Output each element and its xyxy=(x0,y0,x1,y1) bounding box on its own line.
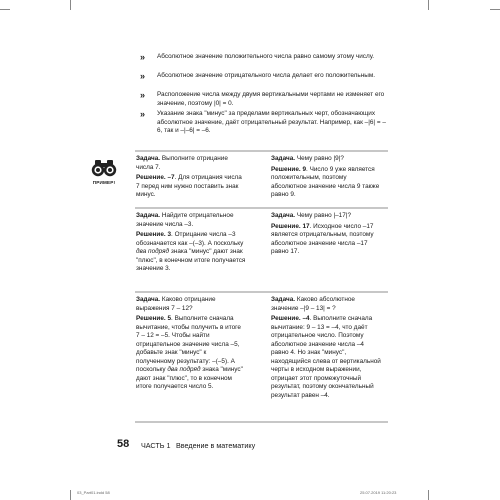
solution-answer: 3 xyxy=(167,231,172,238)
bullet-marker-icon: » xyxy=(140,109,146,119)
slug-file: 03_Part01.indd 58 xyxy=(77,490,110,495)
task-block xyxy=(136,155,246,202)
binoculars-icon xyxy=(91,159,117,177)
solution-text: . Отрицание числа –3 обозначается как –(–3). А поскольку xyxy=(136,231,244,247)
task-label: Задача. xyxy=(271,155,296,162)
crop-mark xyxy=(0,9,10,10)
solution-answer: –7 xyxy=(167,174,175,181)
bullet-marker-icon: » xyxy=(140,71,146,81)
solution-emphasis: два подряд xyxy=(136,248,170,255)
solution-label: Решение. xyxy=(136,315,166,322)
bullet-item: Расположение числа между двумя вертикальными чертами не изменяет его значение, поэтому |0| = 0. xyxy=(157,91,385,107)
crop-mark xyxy=(70,0,71,10)
solution-label: Решение. xyxy=(136,174,166,181)
task-label: Задача. xyxy=(271,212,296,219)
task-block xyxy=(271,155,381,202)
task-label: Задача. xyxy=(271,296,296,303)
page-number: 58 xyxy=(117,438,130,450)
bullet-marker-icon: » xyxy=(140,90,146,100)
footer-part: ЧАСТЬ 1 xyxy=(141,441,171,450)
section-divider xyxy=(135,291,388,293)
solution-text: . Число 9 уже является положительным, поэтому абсолютное значение числа 9 также равно 9. xyxy=(271,165,380,198)
task-block xyxy=(271,296,381,402)
task-text: Чему равно |9|? xyxy=(296,155,344,162)
solution-text: . Исходное число –17 является отрицательным, поэтому абсолютное значение числа –17 равно 17. xyxy=(271,222,374,255)
solution-text: . Выполните сначала вычитание: 9 – 13 = –4, что даёт отрицательное число. Поэтому абсолютное значение числа –4 равно 4. Но знак "минус", находящийся слева от вертикальной черты в исходном выражении, отрицает этот промежуточный результат, поэтому окончательный результат равен –4. xyxy=(271,315,381,399)
crop-mark xyxy=(490,9,500,10)
task-text: Чему равно |–17|? xyxy=(296,212,351,219)
example-label: ПРИМЕР! xyxy=(92,180,116,185)
solution-label: Решение. xyxy=(136,231,166,238)
task-text: Найдите отрицательное значение числа –3. xyxy=(136,212,234,228)
solution-answer: 5 xyxy=(167,315,172,322)
solution-emphasis: два подряд xyxy=(167,366,201,373)
crop-mark xyxy=(428,490,429,500)
solution-answer: –4 xyxy=(302,315,310,322)
bullet-item: Абсолютное значение положительного числа равно самому этому числу. xyxy=(157,53,375,60)
bullet-item: Абсолютное значение отрицательного числа делает его положительным. xyxy=(157,72,376,79)
solution-text: . Для отрицания числа 7 перед ним нужно поставить знак минус. xyxy=(136,174,242,198)
solution-text: знака "минус" дают знак "плюс", в конечном итоге получается значение 3. xyxy=(136,248,246,272)
task-label: Задача. xyxy=(136,212,161,219)
solution-label: Решение. xyxy=(271,165,301,173)
task-text: Каково абсолютное значение –|9 – 13| = ? xyxy=(271,296,355,312)
solution-label: Решение. xyxy=(271,315,301,322)
footer-chapter: Введение в математику xyxy=(176,441,256,450)
bullet-marker-icon: » xyxy=(140,52,146,62)
section-divider xyxy=(135,207,388,209)
crop-mark xyxy=(70,490,71,500)
solution-text: знака "минус" дают знак "плюс", то в конечном итоге получается число 5. xyxy=(136,366,243,390)
solution-answer: 9 xyxy=(302,165,307,173)
solution-answer: 17 xyxy=(302,222,310,230)
bullet-item: Указание знака "минус" за пределами вертикальных черт, обозначающих абсолютное значение, даёт отрицательный результат. Например, как –|6| = –6, так и –|–6| = –6. xyxy=(157,110,386,134)
section-divider xyxy=(135,421,388,423)
task-block xyxy=(271,212,381,259)
task-label: Задача. xyxy=(136,296,161,303)
solution-label: Решение. xyxy=(271,222,301,230)
slug-date: 25.07.2019 11:20:23 xyxy=(360,490,397,495)
solution-text: . Выполните сначала вычитание, чтобы получить в итоге 7 – 12 = –5. Чтобы найти отрицательное значение числа –5, добавьте знак "минус" к полученному результату: –(–5). А поскольку xyxy=(136,315,241,373)
task-block xyxy=(136,296,246,394)
task-text: Выполните отрицание числа 7. xyxy=(136,155,228,171)
task-text: Каково отрицание выражения 7 – 12? xyxy=(136,296,216,312)
task-label: Задача. xyxy=(136,155,161,162)
crop-mark xyxy=(428,0,429,10)
task-block xyxy=(136,212,246,276)
section-divider xyxy=(135,150,388,152)
